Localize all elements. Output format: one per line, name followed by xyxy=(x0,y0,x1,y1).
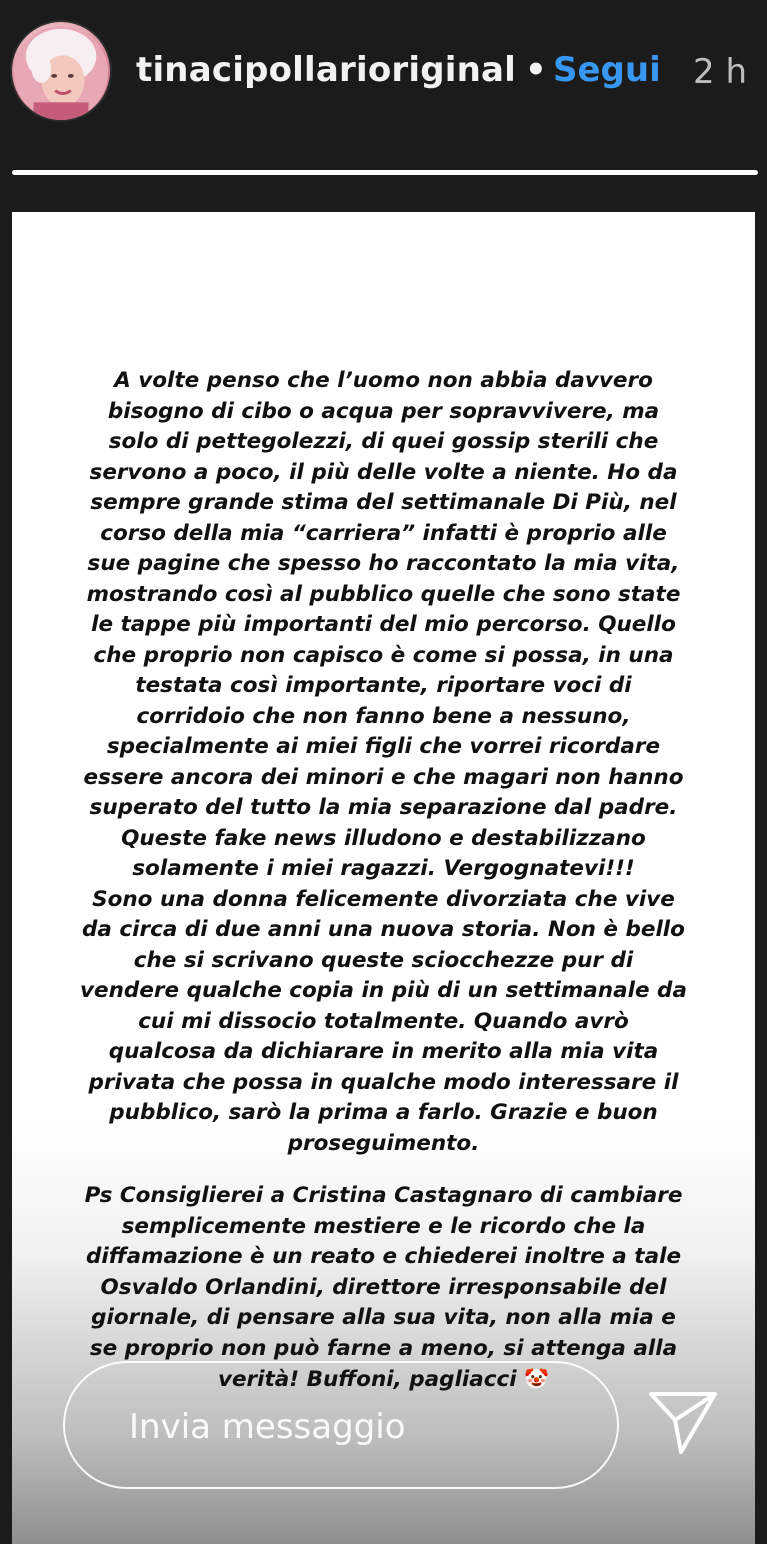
paper-plane-icon xyxy=(645,1384,721,1460)
avatar-photo xyxy=(12,22,110,120)
story-ps-content: Ps Consiglierei a Cristina Castagnaro di cambiare semplicemente mestiere e le ricordo che la diffamazione è un reato e chiederei inoltre a tale Osvaldo Orlandini, direttore irresponsabile del giornale, di pensare alla sua vita, non alla mia e se proprio non può farne a meno, si attenga alla verità! Buffoni, pagliacci xyxy=(84,1183,683,1392)
post-time: 2 h xyxy=(693,52,747,92)
message-input[interactable] xyxy=(63,1361,619,1489)
story-progress-bar xyxy=(12,170,758,175)
message-placeholder: Invia messaggio xyxy=(129,1407,406,1447)
story-card[interactable] xyxy=(12,212,755,1544)
story-body-text: A volte penso che l’uomo non abbia davvero bisogno di cibo o acqua per sopravvivere, ma solo di pettegolezzi, di quei gossip sterili che servono a poco, il più delle volte a niente. Ho da sempre grande stima del settimanale Di Più, nel corso della mia “carriera” infatti è proprio alle sue pagine che spesso ho raccontato la mia vita, mostrando così al pubblico quelle che sono state le tappe più importanti del mio percorso. Quello che proprio non capisco è come si possa, in una testata così importante, riportare voci di corridoio che non fanno bene a nessuno, specialmente ai miei figli che vorrei ricordare essere ancora dei minori e che magari non hanno superato del tutto la mia separazione dal padre. Queste fake news illudono e destabilizzano solamente i miei ragazzi. Vergognatevi!!! Sono una donna felicemente divorziata che vive da circa di due anni una nuova storia. Non è bello che si scrivano queste sciocchezze pur di vendere qualche copia in più di un settimanale da cui mi dissocio totalmente. Quando avrò qualcosa da dichiarare in merito alla mia vita privata che possa in qualche modo interessare il pubblico, sarò la prima a farlo. Grazie e buon proseguimento. xyxy=(80,368,687,1156)
separator-dot: • xyxy=(525,50,547,90)
send-icon[interactable] xyxy=(645,1384,721,1460)
story-header xyxy=(0,0,767,160)
story-progress-fill xyxy=(12,170,758,175)
username[interactable]: tinacipollarioriginal xyxy=(136,50,517,90)
clown-emoji-icon: 🤡 xyxy=(524,1367,550,1391)
profile-avatar[interactable] xyxy=(12,22,110,120)
follow-button[interactable]: Segui xyxy=(553,50,661,90)
